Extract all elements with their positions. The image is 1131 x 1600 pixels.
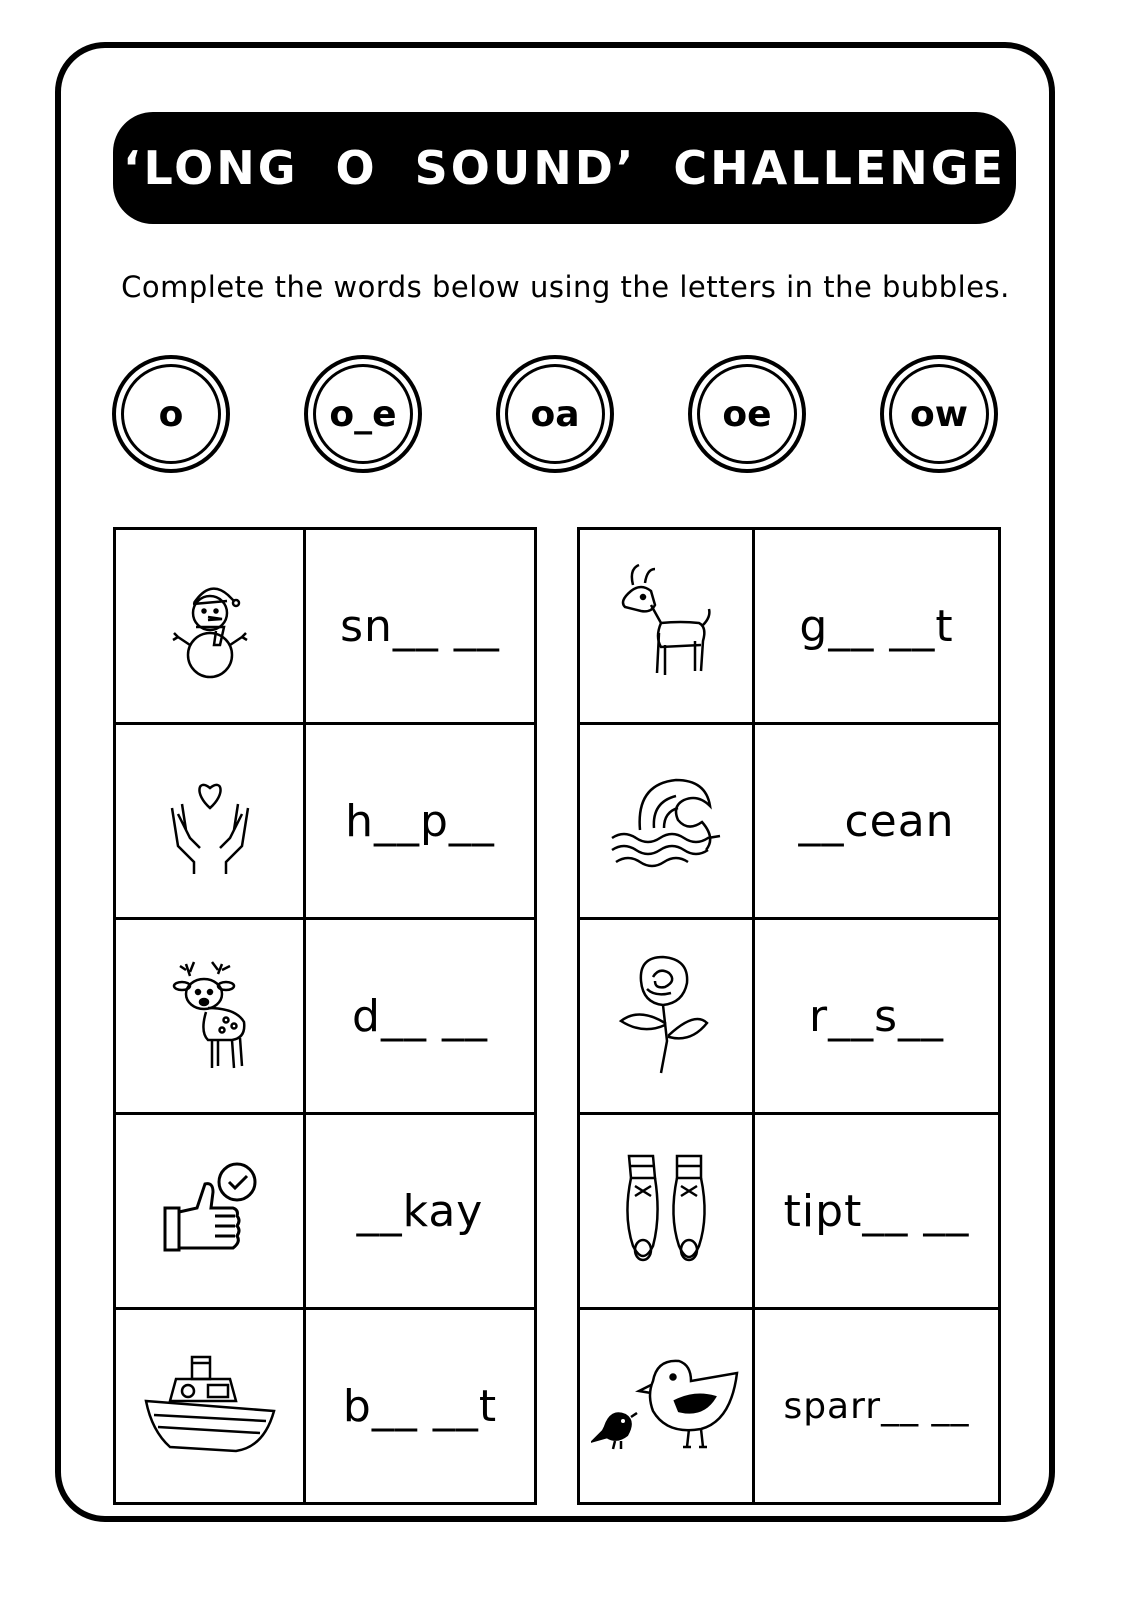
letter-bubble-o-e xyxy=(304,355,422,473)
table-row xyxy=(579,1114,1000,1309)
bubble-label: o_e xyxy=(313,364,413,464)
table-row xyxy=(579,724,1000,919)
word-cell xyxy=(305,919,536,1114)
picture-cell xyxy=(579,1309,754,1504)
bubble-label: oa xyxy=(505,364,605,464)
page-title: ‘LONG O SOUND’ CHALLENGE xyxy=(123,141,1006,195)
word-cell xyxy=(754,919,1000,1114)
picture-cell xyxy=(579,724,754,919)
table-row xyxy=(115,1309,536,1504)
bubble-label: o xyxy=(121,364,221,464)
thumbs-up-check-icon xyxy=(155,1156,265,1266)
picture-cell xyxy=(579,529,754,724)
right-word-table xyxy=(577,527,1001,1505)
birds-icon xyxy=(591,1351,741,1461)
word-puzzle: h__p__ xyxy=(345,795,495,847)
word-puzzle: d__ __ xyxy=(352,990,488,1042)
table-row xyxy=(115,529,536,724)
letter-bubble-oe xyxy=(688,355,806,473)
picture-cell xyxy=(115,1309,305,1504)
bubble-label: oe xyxy=(697,364,797,464)
table-row xyxy=(579,529,1000,724)
picture-cell xyxy=(579,919,754,1114)
word-puzzle: b__ __t xyxy=(342,1380,498,1432)
deer-icon xyxy=(160,956,260,1076)
bubble-label: ow xyxy=(889,364,989,464)
ballet-shoes-icon xyxy=(611,1146,721,1276)
title-banner xyxy=(113,112,1016,224)
letter-bubble-o xyxy=(112,355,230,473)
letter-bubble-oa xyxy=(496,355,614,473)
table-row xyxy=(115,1114,536,1309)
goat-icon xyxy=(611,561,721,691)
word-cell xyxy=(305,1309,536,1504)
picture-cell xyxy=(115,919,305,1114)
word-cell xyxy=(305,529,536,724)
word-puzzle: __cean xyxy=(798,795,955,847)
word-puzzle: r__s__ xyxy=(808,990,944,1042)
word-cell xyxy=(305,1114,536,1309)
word-cell xyxy=(754,724,1000,919)
table-row xyxy=(115,919,536,1114)
word-cell xyxy=(305,724,536,919)
picture-cell xyxy=(115,529,305,724)
rose-icon xyxy=(611,951,721,1081)
table-row xyxy=(579,919,1000,1114)
word-puzzle: tipt__ __ xyxy=(783,1185,970,1237)
word-cell xyxy=(754,1309,1000,1504)
picture-cell xyxy=(115,1114,305,1309)
wave-icon xyxy=(606,766,726,876)
instructions-text: Complete the words below using the letters in the bubbles. xyxy=(121,270,1010,304)
word-puzzle: __kay xyxy=(356,1185,484,1237)
boat-icon xyxy=(140,1351,280,1461)
word-puzzle: sparr__ __ xyxy=(783,1385,970,1427)
picture-cell xyxy=(579,1114,754,1309)
word-puzzle: sn__ __ xyxy=(340,600,500,652)
table-row xyxy=(115,724,536,919)
word-cell xyxy=(754,1114,1000,1309)
snowman-icon xyxy=(160,571,260,681)
hands-heart-icon xyxy=(160,766,260,876)
word-puzzle: g__ __t xyxy=(799,600,954,652)
picture-cell xyxy=(115,724,305,919)
left-word-table xyxy=(113,527,537,1505)
word-cell xyxy=(754,529,1000,724)
letter-bubble-ow xyxy=(880,355,998,473)
table-row xyxy=(579,1309,1000,1504)
